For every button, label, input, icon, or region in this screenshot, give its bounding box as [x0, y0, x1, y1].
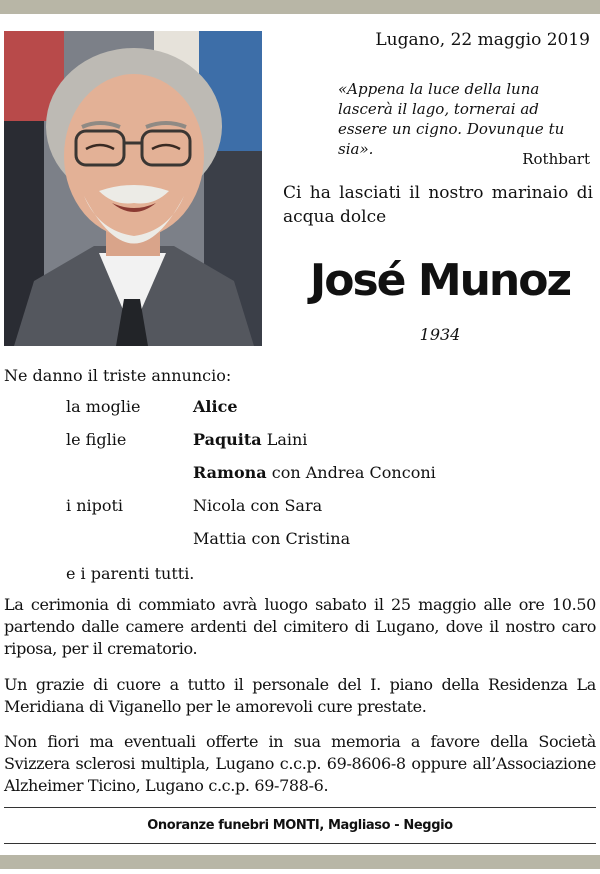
daughter-1-rest: Laini — [261, 430, 308, 449]
family-member-daughter-1 — [193, 430, 307, 449]
bottom-border-bar — [0, 855, 600, 869]
wife-name: Alice — [193, 397, 238, 416]
deceased-name: José Munoz — [309, 255, 571, 306]
family-member-grandchild-1: Nicola con Sara — [193, 496, 323, 515]
funeral-home-footer: Onoranze funebri MONTI, Magliaso - Neggio — [147, 818, 453, 833]
footer-bottom-rule — [4, 843, 596, 844]
thanks-paragraph: Un grazie di cuore a tutto il personale del I. piano della Residenza La Meridiana di Viganello per le amorevoli cure prestate. — [4, 675, 596, 716]
ceremony-paragraph: La cerimonia di commiato avrà luogo sabato il 25 maggio alle ore 10.50 partendo dalle camere ardenti del cimitero di Lugano, dove il nostro caro riposa, per il crematorio. — [4, 595, 596, 658]
relation-label-daughters: le figlie — [66, 430, 127, 449]
announcement-lead: Ne danno il triste annuncio: — [4, 366, 232, 385]
quote-text: «Appena la luce della luna lascerà il lago, tornerai ad essere un cigno. Dovunque tu sia». — [338, 80, 565, 158]
top-border-bar — [0, 0, 600, 14]
donations-paragraph: Non fiori ma eventuali offerte in sua memoria a favore della Società Svizzera sclerosi multipla, Lugano c.c.p. 69-8606-8 oppure all’Associazione Alzheimer Ticino, Lugano c.c.p. 69-788-6. — [4, 732, 596, 795]
daughter-2-rest: con Andrea Conconi — [266, 463, 436, 482]
relation-label-grandchildren: i nipoti — [66, 496, 124, 515]
family-member-daughter-2 — [193, 463, 436, 482]
footer-top-rule — [4, 807, 596, 808]
relatives-line: e i parenti tutti. — [66, 564, 195, 583]
quote-author: Rothbart — [522, 150, 590, 168]
daughter-1-name: Paquita — [193, 430, 262, 449]
announcement-date: Lugano, 22 maggio 2019 — [375, 30, 590, 50]
portrait-illustration — [4, 31, 262, 346]
intro-line: Ci ha lasciati il nostro marinaio di acqua dolce — [283, 183, 593, 227]
birth-year: 1934 — [419, 325, 461, 344]
family-member-wife — [193, 397, 238, 416]
daughter-2-name: Ramona — [193, 463, 267, 482]
portrait-photo — [4, 31, 262, 346]
family-member-grandchild-2: Mattia con Cristina — [193, 529, 351, 548]
relation-label-wife: la moglie — [66, 397, 141, 416]
